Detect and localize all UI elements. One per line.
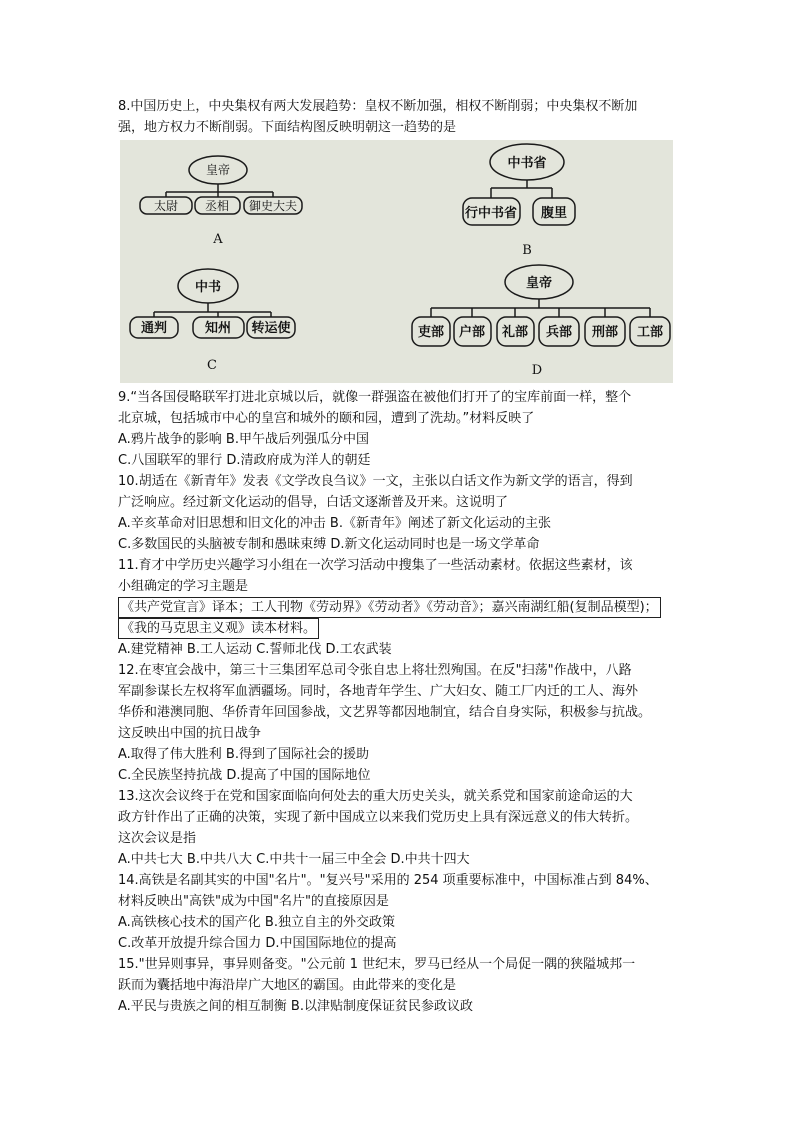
structure-diagram-figure <box>120 140 673 383</box>
question-8-stem-line2: 强，地方权力不断削弱。下面结构图反映明朝这一趋势的是 <box>118 120 457 135</box>
question-11-stem-line1: 11.育才中学历史兴趣学习小组在一次学习活动中搜集了一些活动素材。依据这些素材，该 <box>118 558 633 573</box>
question-12-stem-line3: 华侨和港澳同胞、华侨青年回国参战，文艺界等都因地制宜，结合自身实际，积极参与抗战。 <box>118 705 652 720</box>
question-11-material-line2 <box>118 618 678 639</box>
diagram-d-child-label: 礼部 <box>501 325 529 340</box>
question-13-stem-line3: 这次会议是指 <box>118 831 197 846</box>
question-12-stem-line2: 军副参谋长左权将军血洒疆场。同时，各地青年学生、广大妇女、随工厂内迁的工人、海外 <box>118 684 639 699</box>
question-14-stem-line2: 材料反映出"高铁"成为中国"名片"的直接原因是 <box>118 894 389 909</box>
material-box-line2: 《我的马克思主义观》读本材料。 <box>118 618 319 639</box>
question-14-stem-line1: 14.高铁是名副其实的中国"名片"。"复兴号"采用的 254 项重要标准中，中国标准占到 84%、 <box>118 873 658 888</box>
question-12-stem-line4: 这反映出中国的抗日战争 <box>118 726 262 741</box>
diagram-a-child-label: 太尉 <box>153 199 179 213</box>
question-8-stem-line1: 8.中国历史上，中央集权有两大发展趋势：皇权不断加强，相权不断削弱；中央集权不断加 <box>118 99 638 114</box>
question-11-material-line1 <box>118 597 678 618</box>
diagram-c-option-label: C <box>207 358 217 373</box>
question-10-options-ab: A.辛亥革命对旧思想和旧文化的冲击 B.《新青年》阐述了新文化运动的主张 <box>118 516 551 531</box>
question-14-options-cd: C.改革开放提升综合国力 D.中国国际地位的提高 <box>118 936 397 951</box>
question-10 <box>118 471 678 555</box>
diagram-d-root-label: 皇帝 <box>525 276 553 291</box>
diagram-d-child-label: 吏部 <box>417 325 445 340</box>
question-11-options: A.建党精神 B.工人运动 C.誓师北伐 D.工农武装 <box>118 642 392 657</box>
diagram-b-child-label: 腹里 <box>540 206 568 221</box>
diagram-d-option-label: D <box>531 363 543 378</box>
question-13-stem-line1: 13.这次会议终于在党和国家面临向何处去的重大历史关头，就关系党和国家前途命运的大 <box>118 789 633 804</box>
diagram-a-option-label: A <box>213 232 223 247</box>
question-8 <box>118 96 678 138</box>
question-12-stem-line1: 12.在枣宜会战中，第三十三集团军总司令张自忠上将壮烈殉国。在反"扫荡"作战中，八路 <box>118 663 632 678</box>
diagram-c-root-label: 中书 <box>194 280 222 295</box>
question-9 <box>118 387 678 471</box>
question-12 <box>118 660 678 786</box>
diagram-a-child-label: 丞相 <box>204 199 230 213</box>
diagram-c-child-label: 知州 <box>204 321 232 336</box>
material-box-line1: 《共产党宣言》译本；工人刊物《劳动界》《劳动者》《劳动音》；嘉兴南湖红船(复制品模型)； <box>118 597 661 618</box>
diagram-d-child-label: 工部 <box>636 325 664 340</box>
question-15-stem-line1: 15."世异则事异，事异则备变。"公元前 1 世纪末，罗马已经从一个局促一隅的狭隘城邦一 <box>118 957 636 972</box>
question-10-options-cd: C.多数国民的头脑被专制和愚昧束缚 D.新文化运动同时也是一场文学革命 <box>118 537 540 552</box>
question-10-stem-line1: 10.胡适在《新青年》发表《文学改良刍议》一文，主张以白话文作为新文学的语言，得到 <box>118 474 633 489</box>
diagram-b-option-label: B <box>522 243 532 258</box>
question-13-stem-line2: 政方针作出了正确的决策，实现了新中国成立以来我们党历史上具有深远意义的伟大转折。 <box>118 810 639 825</box>
question-15 <box>118 954 678 1017</box>
diagram-d-child-label: 户部 <box>458 325 486 340</box>
diagram-d-child-label: 兵部 <box>545 325 573 340</box>
question-14 <box>118 870 678 954</box>
question-9-stem-line1: 9.“当各国侵略联军打进北京城以后，就像一群强盗在被他们打开了的宝库前面一样，整个 <box>118 390 632 405</box>
question-11-stem-line2: 小组确定的学习主题是 <box>118 579 249 594</box>
diagram-b-root-label: 中书省 <box>507 156 547 171</box>
diagram-d-child-label: 刑部 <box>591 325 619 340</box>
diagram-c-child-label: 通判 <box>140 321 168 336</box>
question-15-stem-line2: 跃而为囊括地中海沿岸广大地区的霸国。由此带来的变化是 <box>118 978 457 993</box>
question-10-stem-line2: 广泛响应。经过新文化运动的倡导，白话文逐渐普及开来。这说明了 <box>118 495 509 510</box>
question-12-options-cd: C.全民族坚持抗战 D.提高了中国的国际地位 <box>118 768 371 783</box>
question-9-options-cd: C.八国联军的罪行 D.清政府成为洋人的朝廷 <box>118 453 371 468</box>
question-15-options-ab: A.平民与贵族之间的相互制衡 B.以津贴制度保证贫民参政议政 <box>118 999 473 1014</box>
question-9-stem-line2: 北京城，包括城市中心的皇宫和城外的颐和园，遭到了洗劫。”材料反映了 <box>118 411 535 426</box>
exam-page <box>118 96 678 1017</box>
diagram-b-child-label: 行中书省 <box>464 206 518 221</box>
question-13-options: A.中共七大 B.中共八大 C.中共十一届三中全会 D.中共十四大 <box>118 852 470 867</box>
question-11 <box>118 555 678 660</box>
question-14-options-ab: A.高铁核心技术的国产化 B.独立自主的外交政策 <box>118 915 395 930</box>
diagram-c-child-label: 转运使 <box>251 321 291 336</box>
question-12-options-ab: A.取得了伟大胜利 B.得到了国际社会的援助 <box>118 747 369 762</box>
diagram-a-root-label: 皇帝 <box>205 163 231 177</box>
question-9-options-ab: A.鸦片战争的影响 B.甲午战后列强瓜分中国 <box>118 432 369 447</box>
diagram-a-child-label: 御史大夫 <box>248 199 298 213</box>
question-13 <box>118 786 678 870</box>
